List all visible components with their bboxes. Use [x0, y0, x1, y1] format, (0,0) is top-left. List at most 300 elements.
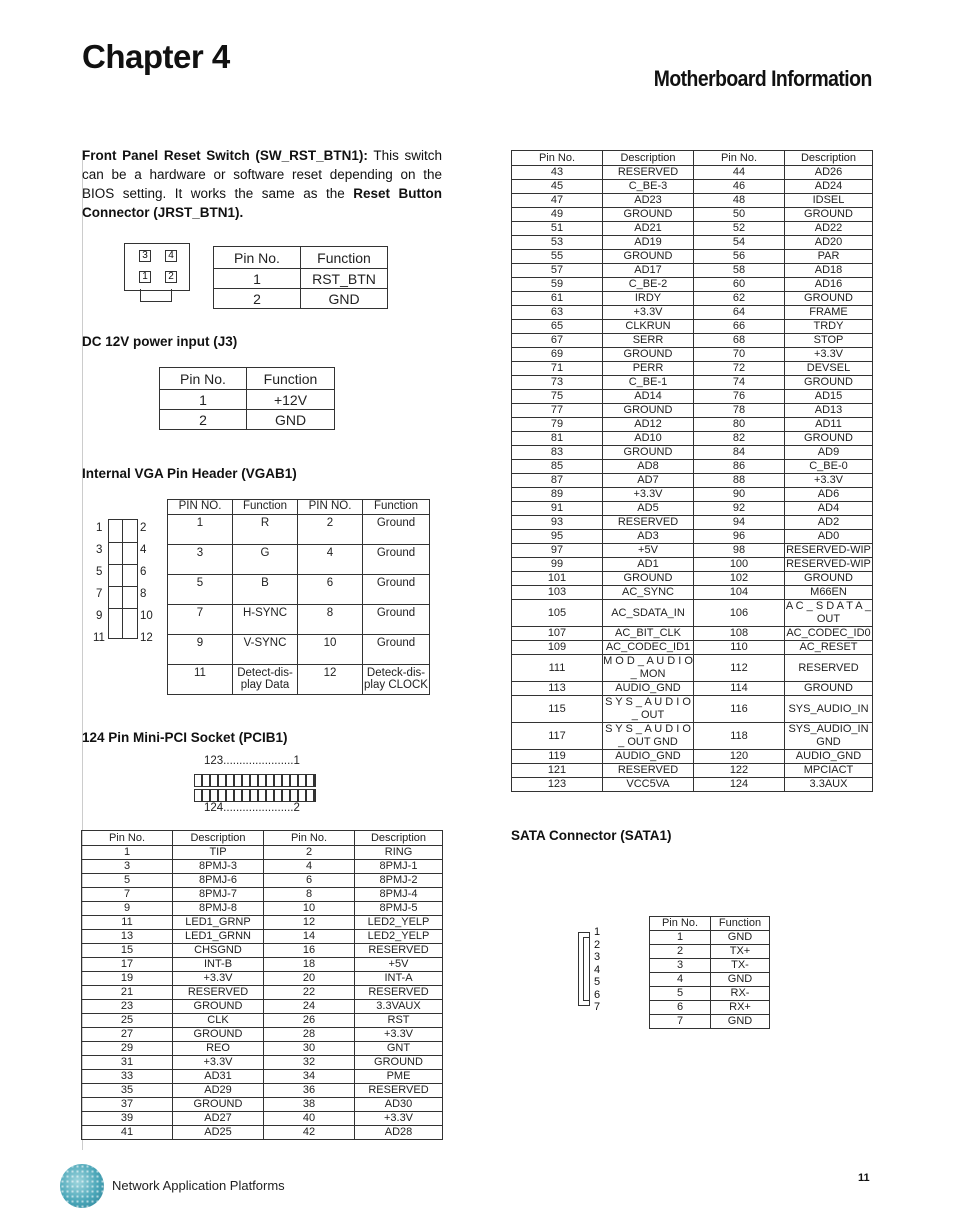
table-cell: AC_CODEC_ID1	[603, 641, 694, 655]
table-cell: 73	[512, 376, 603, 390]
pin-label: 3	[139, 250, 151, 262]
table-cell: 104	[694, 586, 785, 600]
table-cell: RESERVED	[355, 944, 443, 958]
table-cell: GROUND	[603, 250, 694, 264]
table-cell: 8PMJ-5	[355, 902, 443, 916]
table-cell: 6	[264, 874, 355, 888]
table-row	[512, 250, 873, 264]
table-row	[168, 575, 430, 605]
table-cell: 11	[168, 665, 233, 695]
table-cell: 51	[512, 222, 603, 236]
table-cell: AD5	[603, 502, 694, 516]
table-cell: 58	[694, 264, 785, 278]
table-cell: +3.3V	[603, 306, 694, 320]
table-header: Pin No.	[160, 368, 247, 390]
pin-label: 6	[140, 566, 147, 578]
table-cell: AD25	[173, 1126, 264, 1140]
table-row	[512, 278, 873, 292]
table-row	[512, 696, 873, 723]
table-cell: 67	[512, 334, 603, 348]
table-header: Function	[247, 368, 335, 390]
table-row	[82, 930, 443, 944]
table-cell: 18	[264, 958, 355, 972]
table-cell: AC_SDATA_IN	[603, 600, 694, 627]
table-cell: GROUND	[173, 1000, 264, 1014]
table-header: Pin No.	[512, 151, 603, 166]
table-cell: 54	[694, 236, 785, 250]
table-cell: 97	[512, 544, 603, 558]
table-cell: G	[233, 545, 298, 575]
table-cell: AD24	[785, 180, 873, 194]
table-cell: C_BE-2	[603, 278, 694, 292]
table-row	[82, 986, 443, 1000]
table-cell: 8	[264, 888, 355, 902]
table-row	[650, 945, 770, 959]
table-row	[512, 655, 873, 682]
table-cell: GND	[247, 410, 335, 430]
table-cell: +3.3V	[785, 348, 873, 362]
section-title: Motherboard Information	[653, 66, 872, 91]
table-cell: 47	[512, 194, 603, 208]
table-cell: RING	[355, 846, 443, 860]
pin-label: 1	[594, 926, 601, 938]
table-cell: 8PMJ-6	[173, 874, 264, 888]
table-cell: AD11	[785, 418, 873, 432]
sata-pin-labels	[594, 926, 600, 1014]
table-cell: RESERVED	[603, 516, 694, 530]
table-cell: 27	[82, 1028, 173, 1042]
table-cell: 8	[298, 605, 363, 635]
table-cell: Ground	[363, 635, 430, 665]
pin-label: 11	[93, 632, 105, 644]
table-cell: C_BE-3	[603, 180, 694, 194]
table-row	[168, 515, 430, 545]
vga-table	[167, 499, 430, 695]
table-cell: AD16	[785, 278, 873, 292]
table-row	[82, 1070, 443, 1084]
table-cell: 8PMJ-8	[173, 902, 264, 916]
page-number: 11	[858, 1172, 870, 1184]
table-cell: H-SYNC	[233, 605, 298, 635]
table-cell: 50	[694, 208, 785, 222]
table-cell: S Y S _ A U D I O _ OUT	[603, 696, 694, 723]
table-cell: 41	[82, 1126, 173, 1140]
table-cell: 64	[694, 306, 785, 320]
dc-power-title: DC 12V power input (J3)	[82, 334, 238, 349]
table-cell: 13	[82, 930, 173, 944]
table-row	[512, 778, 873, 792]
table-cell: +3.3V	[173, 972, 264, 986]
table-cell: 123	[512, 778, 603, 792]
table-header: Pin No.	[694, 151, 785, 166]
table-cell: TX+	[711, 945, 770, 959]
table-cell: Ground	[363, 575, 430, 605]
table-cell: AC_CODEC_ID0	[786, 627, 871, 639]
table-cell: M66EN	[785, 586, 873, 600]
table-row	[512, 682, 873, 696]
table-cell: 29	[82, 1042, 173, 1056]
table-cell: 9	[82, 902, 173, 916]
table-cell: 45	[512, 180, 603, 194]
table-cell: AD10	[603, 432, 694, 446]
table-cell: 1	[82, 846, 173, 860]
table-cell: 89	[512, 488, 603, 502]
table-cell: GROUND	[603, 348, 694, 362]
table-cell: 10	[298, 635, 363, 665]
table-cell: 8PMJ-4	[355, 888, 443, 902]
table-row	[650, 959, 770, 973]
pin-label: 1	[96, 522, 103, 534]
pci-top-label: 123......................1	[204, 755, 300, 767]
table-cell: AD22	[785, 222, 873, 236]
table-cell: GROUND	[173, 1098, 264, 1112]
table-cell: 8PMJ-3	[173, 860, 264, 874]
table-cell: 35	[82, 1084, 173, 1098]
table-cell: 77	[512, 404, 603, 418]
table-row	[512, 474, 873, 488]
table-cell: 32	[264, 1056, 355, 1070]
table-cell: 48	[694, 194, 785, 208]
sata-table	[649, 916, 770, 1029]
table-cell: 88	[694, 474, 785, 488]
table-cell: 59	[512, 278, 603, 292]
table-cell: AD20	[785, 236, 873, 250]
table-cell: AC_BIT_CLK	[603, 627, 694, 641]
chapter-title: Chapter 4	[82, 38, 230, 75]
table-row	[168, 635, 430, 665]
table-row	[512, 362, 873, 376]
table-cell: 103	[512, 586, 603, 600]
table-header: PIN NO.	[168, 500, 233, 515]
table-cell: 44	[694, 166, 785, 180]
table-cell: RST	[355, 1014, 443, 1028]
table-cell: +3.3V	[603, 488, 694, 502]
table-cell: AD30	[355, 1098, 443, 1112]
table-cell: GROUND	[785, 208, 873, 222]
table-row	[82, 874, 443, 888]
table-cell: GNT	[355, 1042, 443, 1056]
table-cell: PAR	[785, 250, 873, 264]
table-cell: RESERVED	[603, 764, 694, 778]
table-cell: AD1	[603, 558, 694, 572]
table-cell: +3.3V	[355, 1112, 443, 1126]
reset-switch-paragraph	[82, 146, 442, 222]
table-cell: 93	[512, 516, 603, 530]
table-row	[512, 516, 873, 530]
table-header: Description	[355, 831, 443, 846]
table-cell: 124	[694, 778, 785, 792]
table-cell: RESERVED-WIP	[786, 544, 871, 556]
table-header: Pin No.	[650, 917, 711, 931]
table-cell: A C _ S D A T A _ OUT	[785, 600, 872, 625]
table-row	[650, 1001, 770, 1015]
table-row	[512, 166, 873, 180]
table-cell: 113	[512, 682, 603, 696]
table-row	[512, 446, 873, 460]
table-cell: 40	[264, 1112, 355, 1126]
table-cell: AD12	[603, 418, 694, 432]
table-cell: 12	[264, 916, 355, 930]
table-cell: 117	[512, 723, 603, 750]
table-cell: Ground	[363, 515, 430, 545]
table-header: Description	[173, 831, 264, 846]
table-row	[512, 348, 873, 362]
table-cell: 2	[264, 846, 355, 860]
table-cell: 94	[694, 516, 785, 530]
table-cell: LED1_GRNP	[173, 916, 264, 930]
table-cell: 120	[694, 750, 785, 764]
table-cell: 107	[512, 627, 603, 641]
table-cell: 111	[512, 655, 603, 682]
table-cell: RESERVED-WIP	[786, 558, 871, 570]
table-cell: 10	[264, 902, 355, 916]
table-cell: AD7	[603, 474, 694, 488]
pin-label: 8	[140, 588, 147, 600]
table-header: Function	[233, 500, 298, 515]
table-cell: 106	[694, 600, 785, 627]
table-header: Pin No.	[214, 247, 301, 269]
table-cell: GROUND	[785, 432, 873, 446]
table-cell: LED1_GRNN	[173, 930, 264, 944]
table-cell: V-SYNC	[233, 635, 298, 665]
table-cell: 71	[512, 362, 603, 376]
table-cell: AD2	[785, 516, 873, 530]
table-cell: AD18	[785, 264, 873, 278]
table-cell: 78	[694, 404, 785, 418]
table-cell: CHSGND	[173, 944, 264, 958]
table-cell: 38	[264, 1098, 355, 1112]
table-row	[512, 600, 873, 627]
table-cell: 55	[512, 250, 603, 264]
table-cell: GND	[711, 1015, 770, 1029]
table-row	[650, 1015, 770, 1029]
table-cell: 80	[694, 418, 785, 432]
table-row	[82, 944, 443, 958]
table-cell: 9	[168, 635, 233, 665]
pci-table-left	[81, 830, 443, 1140]
pin-label: 12	[140, 632, 153, 644]
table-cell: +3.3V	[355, 1028, 443, 1042]
table-cell: 39	[82, 1112, 173, 1126]
pin-label: 7	[96, 588, 103, 600]
table-row	[512, 586, 873, 600]
pin-label: 2	[140, 522, 147, 534]
table-header: Function	[301, 247, 388, 269]
table-cell: GND	[711, 931, 770, 945]
table-row	[512, 764, 873, 778]
table-row	[82, 1056, 443, 1070]
table-row	[168, 605, 430, 635]
reset-switch-table	[213, 246, 388, 309]
table-cell: Detect-dis-play Data	[233, 665, 298, 695]
table-cell: 75	[512, 390, 603, 404]
table-cell: 14	[264, 930, 355, 944]
table-row	[512, 334, 873, 348]
table-cell: AD3	[603, 530, 694, 544]
table-row	[650, 973, 770, 987]
reset-switch-text: This switch can be a hardware or software reset depending on the BIOS setting. It works the same as the	[82, 148, 442, 201]
table-cell: 4	[650, 973, 711, 987]
table-cell: 116	[694, 696, 785, 723]
table-header: Description	[785, 151, 873, 166]
table-cell: LED2_YELP	[355, 916, 443, 930]
table-cell: 8PMJ-1	[355, 860, 443, 874]
table-cell: AUDIO_GND	[603, 682, 694, 696]
table-row	[82, 972, 443, 986]
pin-label: 3	[594, 951, 601, 963]
table-cell: GROUND	[603, 208, 694, 222]
table-cell: AUDIO_GND	[603, 750, 694, 764]
table-row	[82, 1014, 443, 1028]
table-cell: 2	[214, 289, 301, 309]
table-header: PIN NO.	[298, 500, 363, 515]
table-cell: 8PMJ-2	[355, 874, 443, 888]
table-cell: GROUND	[603, 404, 694, 418]
table-row	[512, 194, 873, 208]
table-row	[82, 1098, 443, 1112]
table-cell: 5	[650, 987, 711, 1001]
table-row	[512, 264, 873, 278]
table-cell: AD0	[785, 530, 873, 544]
table-row	[168, 665, 430, 695]
table-cell: 1	[650, 931, 711, 945]
table-cell: CLK	[173, 1014, 264, 1028]
table-cell: 36	[264, 1084, 355, 1098]
table-cell: 37	[82, 1098, 173, 1112]
table-cell: Deteck-dis-play CLOCK	[363, 665, 430, 695]
table-cell: AD6	[785, 488, 873, 502]
table-cell: 34	[264, 1070, 355, 1084]
table-cell: 24	[264, 1000, 355, 1014]
table-header: Pin No.	[264, 831, 355, 846]
table-cell: AC_SYNC	[603, 586, 694, 600]
table-row	[512, 222, 873, 236]
table-cell: 3.3AUX	[785, 778, 873, 792]
table-cell: RESERVED	[355, 986, 443, 1000]
table-cell: GROUND	[785, 292, 873, 306]
table-cell: GROUND	[603, 572, 694, 586]
table-cell: 102	[694, 572, 785, 586]
table-cell: AD8	[603, 460, 694, 474]
table-cell: 26	[264, 1014, 355, 1028]
pin-label: 7	[594, 1001, 601, 1013]
table-cell: 98	[694, 544, 785, 558]
table-row	[512, 544, 873, 558]
table-cell: 108	[694, 627, 785, 641]
table-cell: 63	[512, 306, 603, 320]
table-row	[512, 502, 873, 516]
table-cell: C_BE-1	[603, 376, 694, 390]
pin-label: 6	[594, 988, 601, 1001]
table-cell: GROUND	[785, 682, 873, 696]
table-row	[512, 530, 873, 544]
table-cell: +5V	[355, 958, 443, 972]
table-cell: AUDIO_GND	[785, 750, 873, 764]
table-cell: AC_RESET	[785, 641, 873, 655]
table-cell: GROUND	[785, 572, 873, 586]
table-cell: TRDY	[785, 320, 873, 334]
table-cell: 5	[82, 874, 173, 888]
table-cell: 21	[82, 986, 173, 1000]
table-cell: 122	[694, 764, 785, 778]
table-cell: INT-B	[173, 958, 264, 972]
table-cell: 3	[82, 860, 173, 874]
table-cell: GND	[301, 289, 388, 309]
table-cell: 12	[298, 665, 363, 695]
table-row	[82, 1028, 443, 1042]
table-cell: 83	[512, 446, 603, 460]
table-cell: 61	[512, 292, 603, 306]
table-cell: 85	[512, 460, 603, 474]
table-cell: PERR	[603, 362, 694, 376]
table-cell: VCC5VA	[603, 778, 694, 792]
table-cell: 49	[512, 208, 603, 222]
table-cell: RX+	[711, 1001, 770, 1015]
table-cell: 11	[82, 916, 173, 930]
vga-header-diagram	[108, 519, 138, 639]
pci-bottom-label: 124......................2	[204, 802, 300, 814]
table-cell: 114	[694, 682, 785, 696]
table-cell: INT-A	[355, 972, 443, 986]
table-cell: 15	[82, 944, 173, 958]
pin-label: 5	[594, 976, 601, 988]
table-cell: MPCIACT	[785, 764, 873, 778]
table-cell: Ground	[363, 605, 430, 635]
table-row	[512, 750, 873, 764]
table-row	[82, 958, 443, 972]
table-cell: 99	[512, 558, 603, 572]
table-cell: 69	[512, 348, 603, 362]
table-row	[512, 306, 873, 320]
table-cell: 110	[694, 641, 785, 655]
table-cell: C_BE-0	[785, 460, 873, 474]
table-cell: 3.3VAUX	[355, 1000, 443, 1014]
table-cell: AD21	[603, 222, 694, 236]
table-header: Description	[603, 151, 694, 166]
table-cell: FRAME	[785, 306, 873, 320]
table-cell: 3	[650, 959, 711, 973]
table-cell: 6	[298, 575, 363, 605]
pin-label: 4	[140, 544, 147, 556]
reset-switch-key	[140, 289, 172, 302]
table-cell: 2	[160, 410, 247, 430]
table-cell: 56	[694, 250, 785, 264]
table-row	[650, 931, 770, 945]
table-row	[82, 1126, 443, 1140]
table-cell: 46	[694, 180, 785, 194]
table-cell: 3	[168, 545, 233, 575]
table-cell: GROUND	[173, 1028, 264, 1042]
table-cell: 28	[264, 1028, 355, 1042]
table-cell: 105	[512, 600, 603, 627]
table-cell: 7	[168, 605, 233, 635]
table-row	[82, 1000, 443, 1014]
pci-table-right	[511, 150, 873, 792]
table-cell: SYS_AUDIO_IN	[785, 696, 873, 723]
company-logo-dots	[60, 1164, 104, 1208]
table-cell: AD23	[603, 194, 694, 208]
table-cell: IRDY	[603, 292, 694, 306]
table-cell: RESERVED	[173, 986, 264, 1000]
reset-switch-title: Front Panel Reset Switch (SW_RST_BTN1):	[82, 148, 368, 163]
reset-switch-bold-tail: Reset Button Connector (JRST_BTN1).	[82, 186, 443, 220]
table-cell: 91	[512, 502, 603, 516]
vga-title: Internal VGA Pin Header (VGAB1)	[82, 466, 297, 481]
sata-connector-diagram	[578, 932, 590, 1006]
table-cell: +3.3V	[785, 474, 873, 488]
table-row	[650, 987, 770, 1001]
table-cell: 95	[512, 530, 603, 544]
